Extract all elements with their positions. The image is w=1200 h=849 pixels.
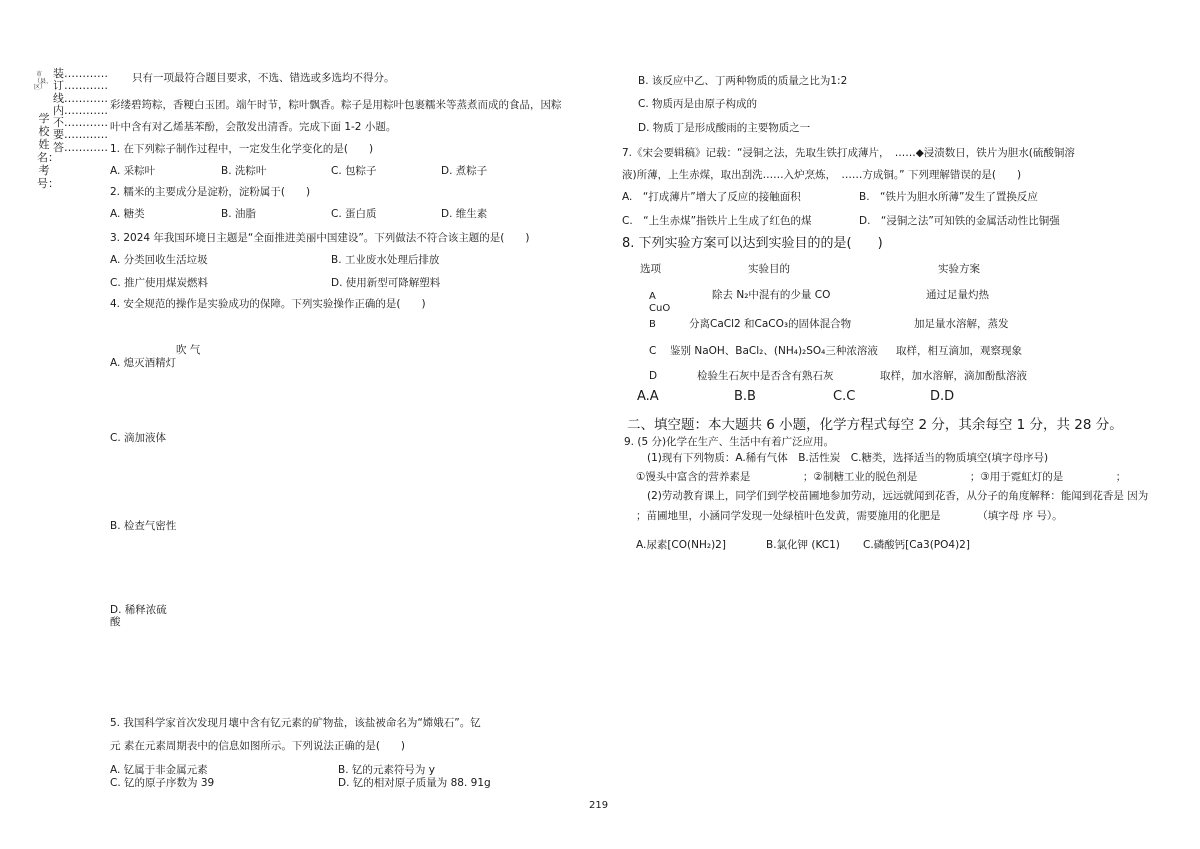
q7-option-c: C. “上生赤煤”指铁片上生成了红色的煤: [622, 215, 812, 227]
section-intro: 只有一项最符合题目要求，不选、错选或多选均不得分。: [132, 72, 395, 84]
q8-row-a-purpose: 除去 N₂中混有的少量 CO: [712, 289, 831, 301]
q8-row-b-plan: 加足量水溶解，蒸发: [914, 318, 1009, 330]
q8-choice-a: A.A: [637, 389, 659, 404]
q7-stem-line-2: 液)所薄，上生赤煤，取出刮洗……入炉烹炼， ……方成铜。” 下列理解错误的是( ): [622, 169, 1022, 181]
q5-option-a: A. 钇属于非金属元素: [110, 764, 208, 776]
q2-option-b: B. 油脂: [221, 208, 256, 220]
passage-line-2: 叶中含有对乙烯基苯酚，会散发出清香。完成下面 1-2 小题。: [110, 121, 397, 133]
q7-option-a: A. “打成薄片”增大了反应的接触面积: [622, 191, 801, 203]
q9-sub1: (1)现有下列物质：A.稀有气体 B.活性炭 C.糖类，选择适当的物质填空(填字母序号): [647, 452, 1049, 464]
q8-row-c-purpose: 鉴别 NaOH、BaCl₂、(NH₄)₂SO₄三种浓溶液: [670, 345, 878, 357]
student-id-labels: 学校姓名：考号：: [37, 112, 59, 190]
q4-option-d: D. 稀释浓硫: [110, 604, 167, 616]
q8-choice-c: C.C: [833, 389, 856, 404]
q8-row-a-plan: 通过足量灼热: [926, 289, 989, 301]
q8-row-c-plan: 取样，相互滴加，观察现象: [896, 345, 1022, 357]
q2-option-c: C. 蛋白质: [331, 208, 377, 220]
q2-option-d: D. 维生素: [441, 208, 488, 220]
q5-option-b: B. 钇的元素符号为 y: [338, 764, 435, 776]
q4-option-a: A. 熄灭酒精灯: [110, 357, 177, 369]
q6-option-b: B. 该反应中乙、丁两种物质的质量之比为1:2: [638, 75, 848, 87]
q8-header-option: 选项: [640, 263, 661, 275]
q4-option-d-cont: 酸: [110, 616, 121, 628]
q8-row-b-option: B: [649, 319, 656, 330]
page-number: 219: [589, 800, 609, 811]
q9-stem: 9. (5 分)化学在生产、生活中有着广泛应用。: [624, 436, 835, 448]
q9-fertilizer-b: B.氯化钾 (KC1): [766, 539, 840, 551]
q9-sub2-line-1: (2)劳动教育课上，同学们到学校苗圃地参加劳动，远远就闻到花香，从分子的角度解释：能闻到花香是 因为: [647, 490, 1149, 502]
q4-option-b: B. 检查气密性: [110, 520, 177, 532]
q8-stem: 8. 下列实验方案可以达到实验目的的是( ): [622, 236, 883, 251]
q8-header-plan: 实验方案: [938, 263, 980, 275]
q9-sub1-items: ①馒头中富含的营养素是 ；②制糖工业的脱色剂是 ；③用于霓虹灯的是 ；: [636, 471, 1127, 483]
q1-option-b: B. 洗粽叶: [221, 165, 267, 177]
passage-line-1: 彩缕碧筠粽，香粳白玉团。端午时节，粽叶飘香。粽子是用粽叶包裹糯米等蒸煮而成的食品，因粽: [110, 99, 562, 111]
q9-fertilizer-a: A.尿素[CO(NH₂)2]: [636, 539, 726, 551]
q9-fertilizer-c: C.磷酸钙[Ca3(PO4)2]: [863, 539, 970, 551]
q1-option-a: A. 采粽叶: [110, 165, 156, 177]
q3-option-d: D. 使用新型可降解塑料: [331, 277, 441, 289]
q8-header-purpose: 实验目的: [748, 263, 790, 275]
q4-stem: 4. 安全规范的操作是实验成功的保障。下列实验操作正确的是( ): [110, 298, 426, 310]
q5-stem-line-2: 元 素在元素周期表中的信息如图所示。下列说法正确的是( ): [110, 740, 406, 752]
q1-option-c: C. 包粽子: [331, 165, 377, 177]
seal-line-text: 装…………订…………线…………内…………不…………要…………答…………: [53, 67, 108, 154]
school-tiny-label: 市（县、区）: [34, 71, 53, 91]
q3-option-c: C. 推广使用煤炭燃料: [110, 277, 209, 289]
q3-option-a: A. 分类回收生活垃圾: [110, 254, 208, 266]
q7-stem-line-1: 7.《宋会要辑稿》记载：“浸铜之法，先取生铁打成薄片， ……◆浸渍数日，铁片为胆水(硫酸铜溶: [622, 147, 1075, 159]
q2-option-a: A. 糖类: [110, 208, 145, 220]
q5-option-d: D. 钇的相对原子质量为 88. 91g: [338, 777, 491, 789]
q6-option-d: D. 物质丁是形成酸雨的主要物质之一: [638, 122, 811, 134]
q4-blow-label: 吹 气: [176, 344, 201, 356]
q1-stem: 1. 在下列粽子制作过程中，一定发生化学变化的是( ): [110, 143, 374, 155]
q9-sub2-line-2: ；苗圃地里，小涵同学发现一处绿植叶色发黄，需要施用的化肥是 （填字母 序 号）。: [636, 510, 1063, 522]
q5-option-c: C. 钇的原子序数为 39: [110, 777, 215, 789]
q3-stem: 3. 2024 年我国环境日主题是“全面推进美丽中国建设”。下列做法不符合该主题的是( ): [110, 232, 530, 244]
q8-row-d-plan: 取样，加水溶解，滴加酚酞溶液: [880, 370, 1027, 382]
q8-choice-d: D.D: [930, 389, 955, 404]
q8-row-b-purpose: 分离CaCl2 和CaCO₃的固体混合物: [689, 318, 852, 330]
q6-option-c: C. 物质丙是由原子构成的: [638, 98, 758, 110]
q2-stem: 2. 糯米的主要成分是淀粉，淀粉属于( ): [110, 186, 311, 198]
q7-option-d: D. “浸铜之法”可知铁的金属活动性比铜强: [859, 215, 1060, 227]
q7-option-b: B. “铁片为胆水所薄”发生了置换反应: [859, 191, 1038, 203]
q8-choice-b: B.B: [734, 389, 756, 404]
q5-stem-line-1: 5. 我国科学家首次发现月壤中含有钇元素的矿物盐，该盐被命名为“嫦娥石”。钇: [110, 717, 481, 729]
q8-row-d-purpose: 检验生石灰中是否含有熟石灰: [697, 370, 834, 382]
q8-row-a-extra: CuO: [649, 303, 671, 314]
q8-row-a-option: A: [649, 291, 656, 302]
q8-row-d-option: D: [649, 370, 658, 382]
q1-option-d: D. 煮粽子: [441, 165, 488, 177]
q8-row-c-option: C: [649, 345, 657, 357]
q4-option-c: C. 滴加液体: [110, 432, 167, 444]
section-2-heading: 二、填空题：本大题共 6 小题，化学方程式每空 2 分，其余每空 1 分，共 28 分。: [627, 417, 1123, 433]
q3-option-b: B. 工业废水处理后排放: [331, 254, 440, 266]
